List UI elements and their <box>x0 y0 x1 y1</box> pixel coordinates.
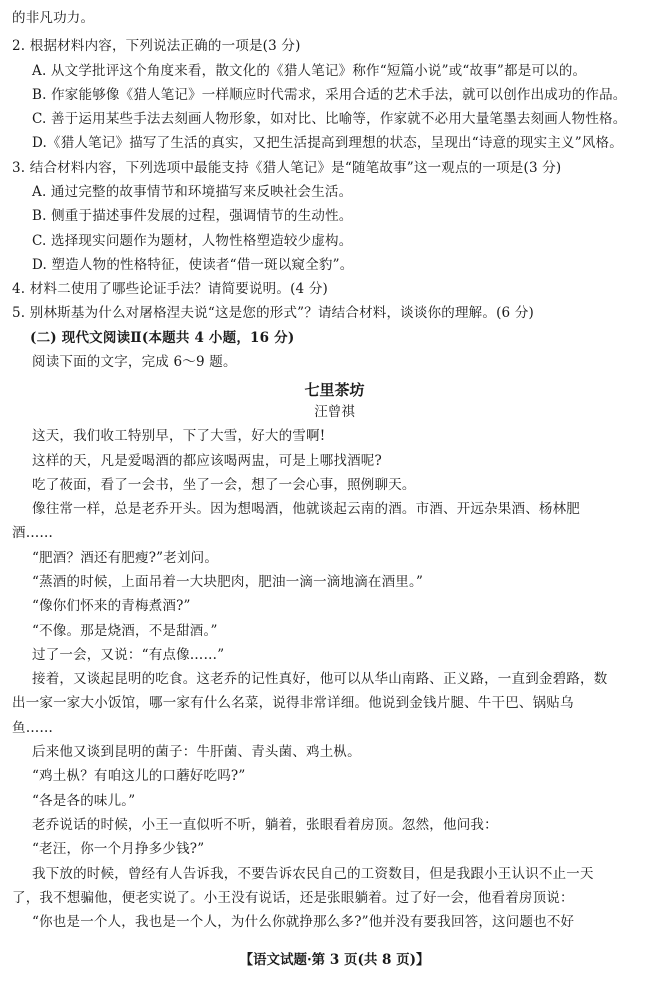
paragraph: “不像。那是烧酒，不是甜酒。” <box>32 623 218 639</box>
question-2: 2. 根据材料内容，下列说法正确的一项是(3 分) <box>12 38 301 54</box>
paragraph-continuation: 了，我不想骗他，便老实说了。小王没有说话，还是张眼躺着。过了好一会，他看着房顶说： <box>12 890 574 906</box>
question-3-option-c: C. 选择现实问题作为题材，人物性格塑造较少虚构。 <box>32 233 353 249</box>
paragraph-continuation: 酒…… <box>12 525 54 541</box>
question-4: 4. 材料二使用了哪些论证手法？请简要说明。(4 分) <box>12 281 328 297</box>
question-5: 5. 别林斯基为什么对屠格涅夫说“这是您的形式”？请结合材料，谈谈你的理解。(6 分) <box>12 305 534 321</box>
page-footer: 【语文试题·第 3 页(共 8 页)】 <box>239 952 430 968</box>
question-3-option-b: B. 侧重于描述事件发展的过程，强调情节的生动性。 <box>32 208 353 224</box>
question-2-option-c: C. 善于运用某些手法去刻画人物形象，如对比、比喻等，作家就不必用大量笔墨去刻画人物性格。 <box>32 111 627 127</box>
section-heading: (二) 现代文阅读Ⅱ(本题共 4 小题，16 分) <box>30 330 295 346</box>
question-2-option-d: D.《猎人笔记》描写了生活的真实，又把生活提高到理想的状态，呈现出“诗意的现实主义”风格。 <box>32 135 623 151</box>
paragraph: 像往常一样，总是老乔开头。因为想喝酒，他就谈起云南的酒。市酒、开远杂果酒、杨林肥 <box>32 501 580 517</box>
paragraph: “蒸酒的时候，上面吊着一大块肥肉，肥油一滴一滴地滴在酒里。” <box>32 574 424 590</box>
question-2-option-a: A. 从文学批评这个角度来看，散文化的《猎人笔记》称作“短篇小说”或“故事”都是可以的。 <box>32 63 587 79</box>
paragraph-continuation: 鱼…… <box>12 720 54 736</box>
paragraph: 接着，又谈起昆明的吃食。这老乔的记性真好，他可以从华山南路、正义路，一直到金碧路，数 <box>32 671 608 687</box>
paragraph: “鸡土枞？有咱这儿的口蘑好吃吗?” <box>32 768 246 784</box>
paragraph: 后来他又谈到昆明的菌子：牛肝菌、青头菌、鸡土枞。 <box>32 744 361 760</box>
instruction: 阅读下面的文字，完成 6～9 题。 <box>32 354 237 370</box>
question-3-option-a: A. 通过完整的故事情节和环境描写来反映社会生活。 <box>32 184 353 200</box>
paragraph: “像你们怀来的青梅煮酒?” <box>32 598 191 614</box>
question-2-option-b: B. 作家能够像《猎人笔记》一样顺应时代需求，采用合适的艺术手法，就可以创作出成功的作品。 <box>32 87 627 103</box>
paragraph: 这天，我们收工特别早，下了大雪，好大的雪啊! <box>32 428 326 444</box>
article-author: 汪曾祺 <box>314 404 355 420</box>
paragraph-continuation: 出一家一家大小饭馆，哪一家有什么名菜，说得非常详细。他说到金钱片腿、牛干巴、锅贴乌 <box>12 695 574 711</box>
paragraph: “各是各的味儿。” <box>32 793 136 809</box>
paragraph: 老乔说话的时候，小王一直似听不听，躺着，张眼看着房顶。忽然，他问我： <box>32 817 498 833</box>
question-3: 3. 结合材料内容，下列选项中最能支持《猎人笔记》是“随笔故事”这一观点的一项是(3 分) <box>12 160 562 176</box>
paragraph: 过了一会，又说：“有点像……” <box>32 647 225 663</box>
text-line: 的非凡功力。 <box>12 10 95 26</box>
paragraph: “你也是一个人，我也是一个人，为什么你就挣那么多?”他并没有要我回答，这问题也不好 <box>32 914 575 930</box>
paragraph: 这样的天，凡是爱喝酒的都应该喝两盅，可是上哪找酒呢? <box>32 453 382 469</box>
paragraph: 吃了莜面，看了一会书，坐了一会，想了一会心事，照例聊天。 <box>32 477 416 493</box>
paragraph: “肥酒？酒还有肥瘦?”老刘问。 <box>32 550 219 566</box>
paragraph: 我下放的时候，曾经有人告诉我，不要告诉农民自己的工资数目，但是我跟小王认识不止一天 <box>32 866 594 882</box>
paragraph: “老汪，你一个月挣多少钱?” <box>32 841 205 857</box>
article-title: 七里茶坊 <box>304 381 365 399</box>
question-3-option-d: D. 塑造人物的性格特征，使读者“借一斑以窥全豹”。 <box>32 257 354 273</box>
